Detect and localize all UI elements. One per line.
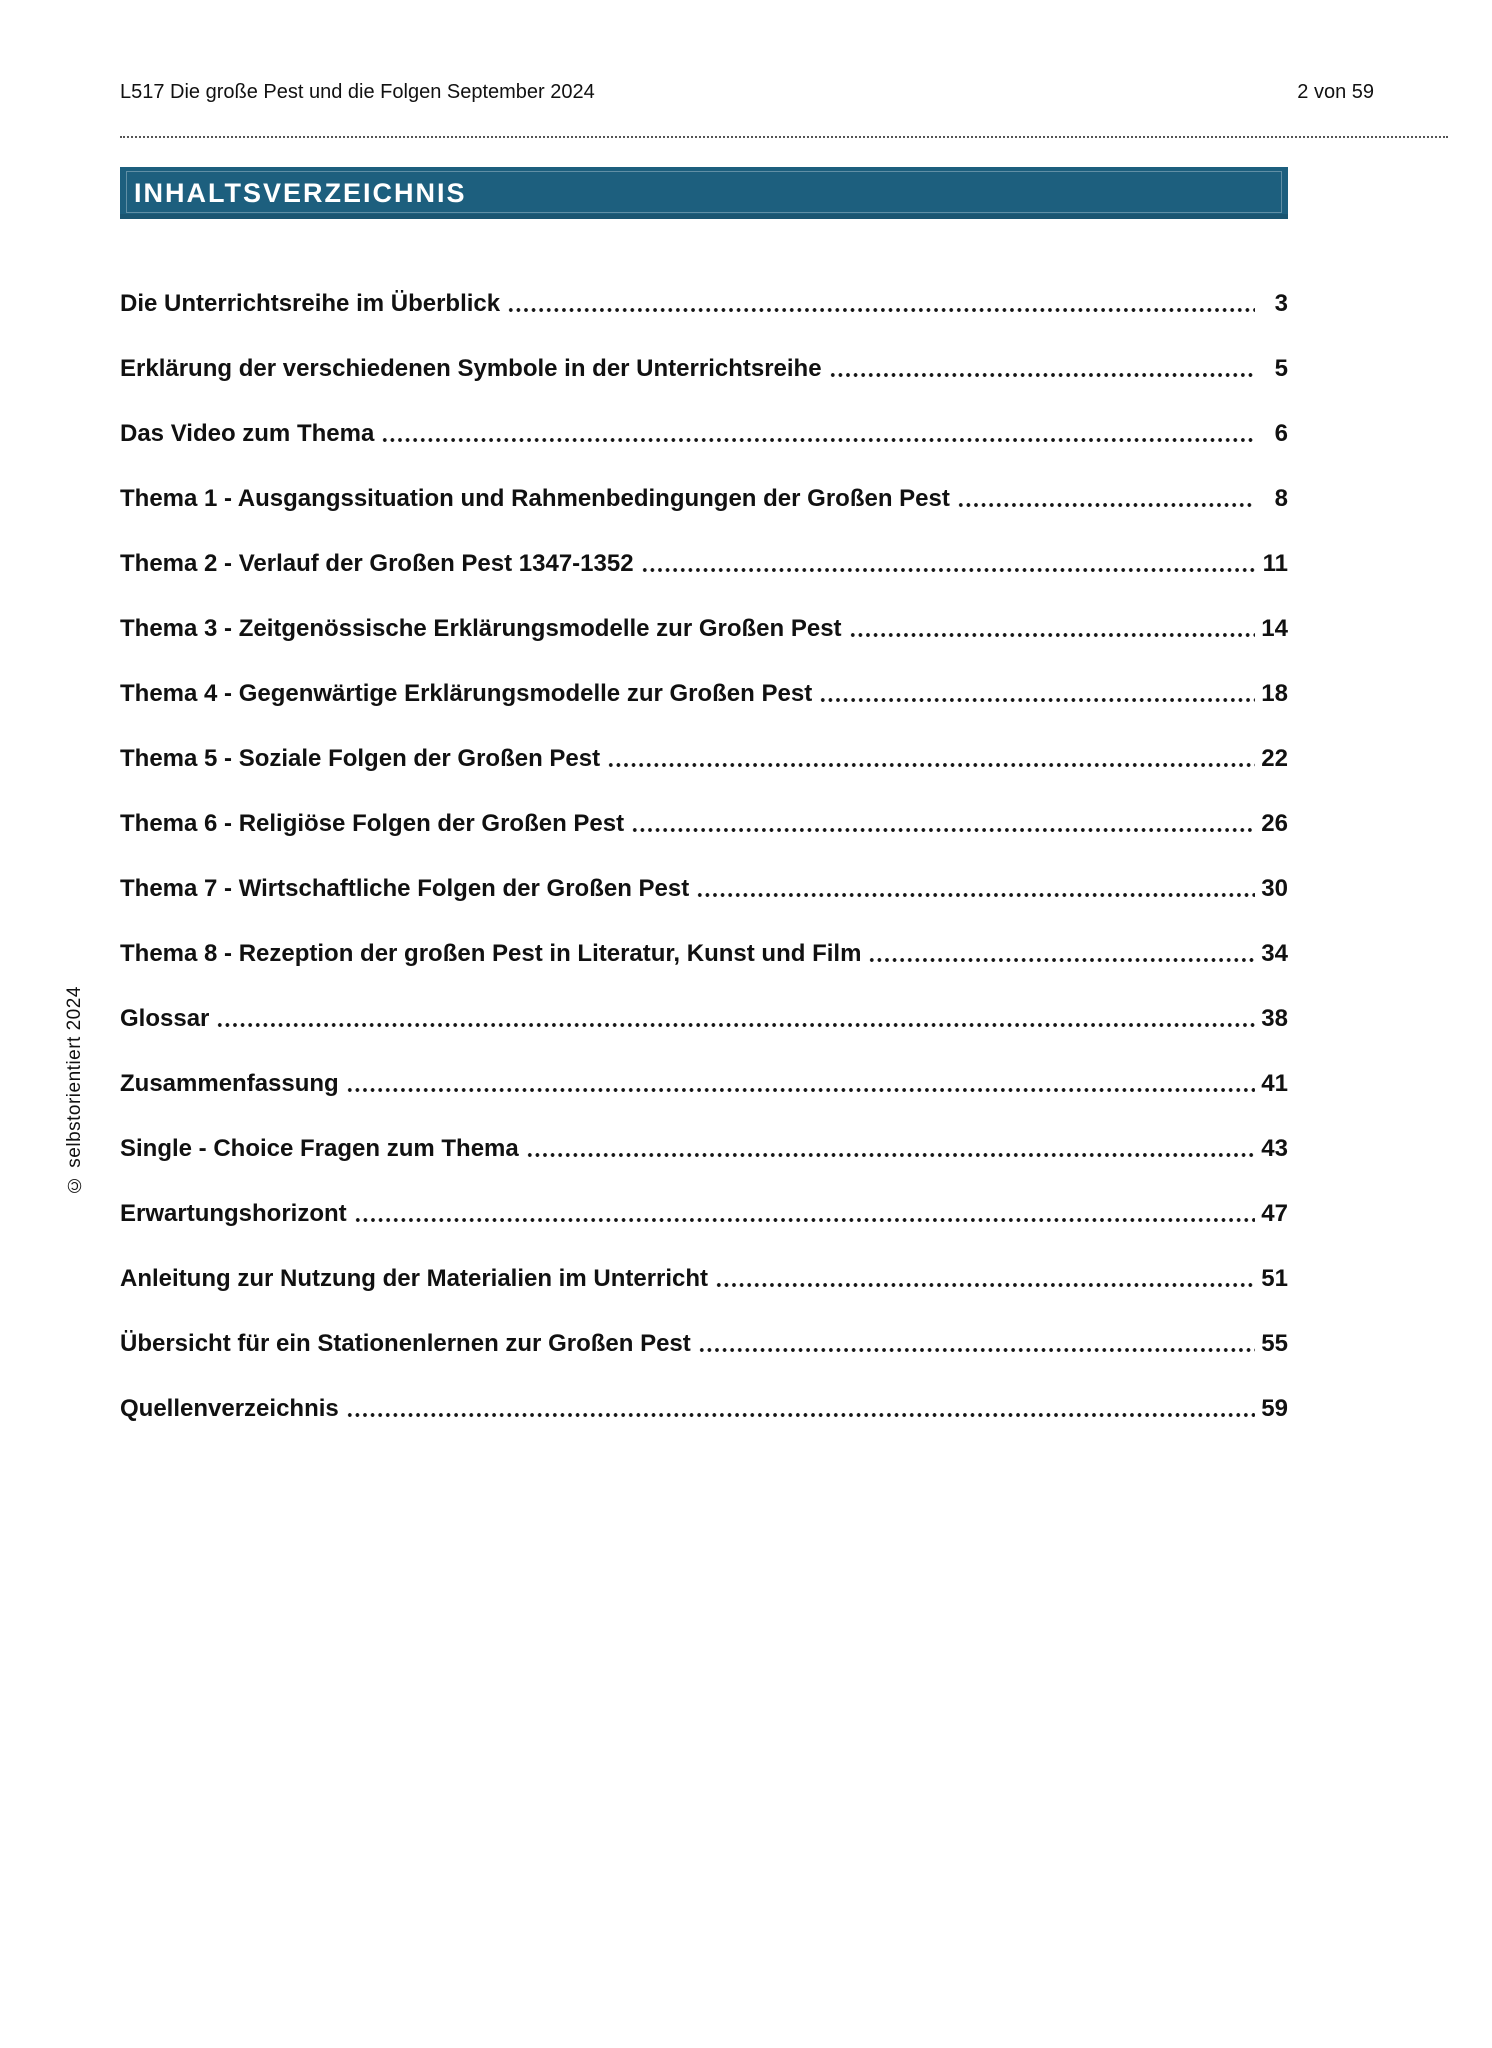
page-header: [120, 80, 1448, 138]
toc-entry[interactable]: [120, 1358, 1288, 1423]
toc-entry-page-number: 8: [1274, 485, 1288, 512]
toc-entry-label: Glossar: [120, 1005, 210, 1032]
toc-entry-label: Erwartungshorizont: [120, 1200, 347, 1227]
toc-entry-page-number: 47: [1261, 1200, 1288, 1227]
toc-entry[interactable]: [120, 253, 1288, 318]
toc-dot-leader: [526, 1135, 1255, 1163]
toc-entry-label: Zusammenfassung: [120, 1070, 339, 1097]
toc-entry-page-number: 6: [1274, 420, 1288, 447]
toc-entry-page-number: 5: [1274, 355, 1288, 382]
toc-entry-label: Übersicht für ein Stationenlernen zur Großen Pest: [120, 1330, 691, 1357]
toc-dot-leader: [868, 940, 1255, 968]
toc-dot-leader: [507, 290, 1255, 318]
toc-dot-leader: [641, 550, 1255, 578]
toc-entry-page-number: 38: [1261, 1005, 1288, 1032]
toc-dot-leader: [381, 420, 1255, 448]
toc-dot-leader: [849, 615, 1255, 643]
toc-entry[interactable]: [120, 318, 1288, 383]
toc-entry[interactable]: [120, 383, 1288, 448]
toc-entry-page-number: 59: [1261, 1395, 1288, 1422]
toc-dot-leader: [698, 1330, 1255, 1358]
toc-entry-page-number: 51: [1261, 1265, 1288, 1292]
toc-entry[interactable]: [120, 578, 1288, 643]
toc-entry[interactable]: [120, 513, 1288, 578]
toc-entry-label: Thema 4 - Gegenwärtige Erklärungsmodelle zur Großen Pest: [120, 680, 813, 707]
toc-dot-leader: [216, 1005, 1255, 1033]
toc-entry-label: Erklärung der verschiedenen Symbole in der Unterrichtsreihe: [120, 355, 822, 382]
toc-entry-page-number: 3: [1274, 290, 1288, 317]
toc-entry-label: Quellenverzeichnis: [120, 1395, 339, 1422]
toc-entry-label: Thema 2 - Verlauf der Großen Pest 1347-1352: [120, 550, 634, 577]
toc-entry-page-number: 34: [1261, 940, 1288, 967]
toc-entry[interactable]: [120, 1163, 1288, 1228]
toc-dot-leader: [829, 355, 1255, 383]
toc-dot-leader: [696, 875, 1255, 903]
toc-entry-page-number: 11: [1262, 550, 1288, 577]
header-document-title: L517 Die große Pest und die Folgen September 2024: [120, 81, 595, 103]
toc-entry-page-number: 18: [1261, 680, 1288, 707]
toc-entry-label: Die Unterrichtsreihe im Überblick: [120, 290, 501, 317]
toc-entry-page-number: 43: [1261, 1135, 1288, 1162]
toc-dot-leader: [607, 745, 1255, 773]
toc-entry-label: Thema 5 - Soziale Folgen der Großen Pest: [120, 745, 601, 772]
toc-title: INHALTSVERZEICHNIS: [134, 177, 467, 208]
toc-dot-leader: [354, 1200, 1255, 1228]
toc-entry-label: Anleitung zur Nutzung der Materialien im Unterricht: [120, 1265, 709, 1292]
toc-entry-page-number: 30: [1261, 875, 1288, 902]
toc-dot-leader: [631, 810, 1255, 838]
toc-entry[interactable]: [120, 773, 1288, 838]
toc-entry[interactable]: [120, 903, 1288, 968]
toc-entry[interactable]: [120, 1228, 1288, 1293]
toc-entry-label: Single - Choice Fragen zum Thema: [120, 1135, 519, 1162]
toc-entry[interactable]: [120, 838, 1288, 903]
toc-entry[interactable]: [120, 1293, 1288, 1358]
toc-dot-leader: [715, 1265, 1255, 1293]
toc-entry-page-number: 55: [1261, 1330, 1288, 1357]
toc-entry-page-number: 26: [1261, 810, 1288, 837]
toc-list: [120, 253, 1288, 1423]
toc-entry-label: Thema 6 - Religiöse Folgen der Großen Pest: [120, 810, 625, 837]
toc-entry[interactable]: [120, 643, 1288, 708]
toc-title-bar: [120, 167, 1288, 219]
toc-entry-label: Thema 7 - Wirtschaftliche Folgen der Großen Pest: [120, 875, 690, 902]
toc-entry[interactable]: [120, 708, 1288, 773]
toc-entry[interactable]: [120, 448, 1288, 513]
toc-entry[interactable]: [120, 1033, 1288, 1098]
toc-dot-leader: [819, 680, 1255, 708]
toc-entry-label: Thema 3 - Zeitgenössische Erklärungsmodelle zur Großen Pest: [120, 615, 842, 642]
toc-dot-leader: [957, 485, 1255, 513]
toc-dot-leader: [346, 1070, 1255, 1098]
toc-entry-page-number: 14: [1261, 615, 1288, 642]
toc-entry[interactable]: [120, 968, 1288, 1033]
header-page-indicator: 2 von 59: [1297, 81, 1374, 103]
toc-entry-label: Thema 8 - Rezeption der großen Pest in Literatur, Kunst und Film: [120, 940, 862, 967]
toc-dot-leader: [346, 1395, 1255, 1423]
toc-entry-label: Das Video zum Thema: [120, 420, 375, 447]
copyright-vertical-text: © selbstorientiert 2024: [64, 986, 85, 1195]
toc-entry-label: Thema 1 - Ausgangssituation und Rahmenbedingungen der Großen Pest: [120, 485, 950, 512]
toc-entry-page-number: 41: [1261, 1070, 1288, 1097]
toc-entry-page-number: 22: [1261, 745, 1288, 772]
toc-entry[interactable]: [120, 1098, 1288, 1163]
